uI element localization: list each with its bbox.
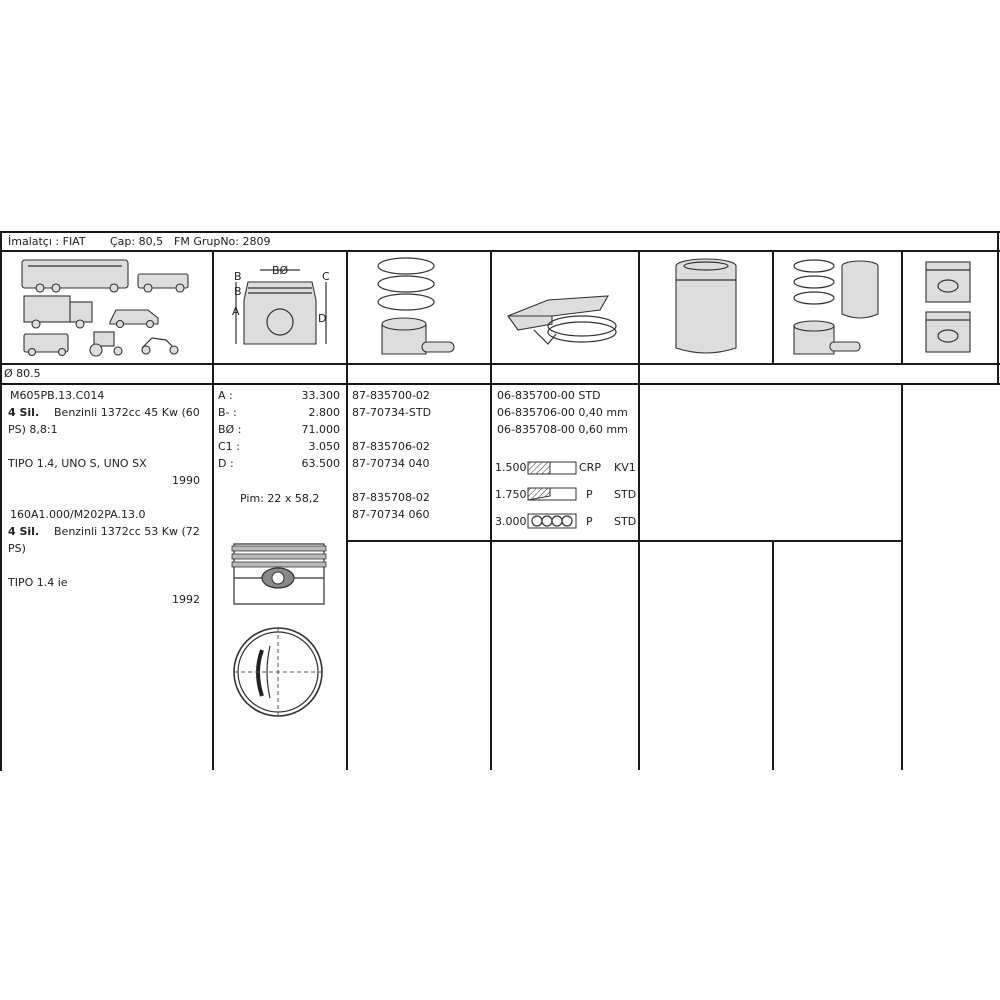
- engine-code: M605PB.13.C014: [10, 389, 105, 402]
- ring-width: 3.000: [495, 515, 527, 528]
- engine-description: Benzinli 1372cc 53 Kw (72: [54, 525, 200, 538]
- piston-part-3: 87-835706-02: [352, 440, 430, 453]
- piston-part-5: 87-835708-02: [352, 491, 430, 504]
- engine-kit-icon: [786, 256, 896, 360]
- col-divider-6: [901, 250, 903, 364]
- ring-width: 1.500: [495, 461, 527, 474]
- piston-rings-icon: [360, 254, 480, 360]
- dim-d-label: D :: [218, 457, 234, 470]
- piston-part-6: 87-70734 060: [352, 508, 430, 521]
- dim-b-label: B- :: [218, 406, 237, 419]
- dim-label-d: D: [318, 312, 327, 325]
- dim-c1-label: C1 :: [218, 440, 240, 453]
- table-right-border: [997, 231, 999, 384]
- col-divider-3: [490, 250, 492, 770]
- engine-code: 160A1.000/M202PA.13.0: [10, 508, 146, 521]
- piston-top-view-icon: [230, 624, 330, 720]
- col-divider-6b: [901, 383, 903, 770]
- dim-a-label: A :: [218, 389, 233, 402]
- col-divider-2: [346, 250, 348, 770]
- icons-bottom-border: [0, 363, 1000, 365]
- pin-size: Pim: 22 x 58,2: [240, 492, 320, 505]
- dim-bo-value: 71.000: [301, 423, 340, 436]
- dim-a-value: 33.300: [301, 389, 340, 402]
- col-divider-4: [638, 250, 640, 770]
- manufacturer-label: İmalatçı : FIAT: [8, 235, 86, 248]
- dim-d-value: 63.500: [301, 457, 340, 470]
- ring-set-std: 06-835700-00 STD: [497, 389, 601, 402]
- dim-bo-label: BØ :: [218, 423, 242, 436]
- bore-size-row: Ø 80.5: [4, 367, 41, 380]
- piston-part-4: 87-70734 040: [352, 457, 430, 470]
- ring-set-040: 06-835706-00 0,40 mm: [497, 406, 628, 419]
- dim-label-bo: BØ: [272, 264, 289, 277]
- ring-spec: STD: [614, 488, 637, 501]
- dim-c1-value: 3.050: [308, 440, 340, 453]
- engine-description-cont: PS): [8, 542, 26, 555]
- pistons-pair-icon: [918, 256, 978, 360]
- ring-type: P: [586, 488, 593, 501]
- ring-tool-icon: [504, 286, 628, 348]
- bore-label: Çap: 80,5: [110, 235, 164, 248]
- ring-spec: KV1: [614, 461, 636, 474]
- col-divider-1: [212, 250, 214, 770]
- ring-type: CRP: [579, 461, 601, 474]
- col-divider-5b: [772, 540, 774, 770]
- col-divider-5: [772, 250, 774, 364]
- cylinder-liner-icon: [664, 256, 748, 358]
- ring-spec: STD: [614, 515, 637, 528]
- ring-type: P: [586, 515, 593, 528]
- parts-row-bottom-border: [346, 540, 902, 542]
- dim-label-b1: B: [234, 270, 242, 283]
- cylinder-count: 4 Sil.: [8, 406, 40, 419]
- model-year: 1990: [172, 474, 200, 487]
- scraper-ring-icon: [527, 486, 577, 502]
- dim-b-value: 2.800: [308, 406, 340, 419]
- dim-label-c: C: [322, 270, 330, 283]
- vehicle-models: TIPO 1.4, UNO S, UNO SX: [8, 457, 147, 470]
- table-top-border: [0, 231, 1000, 233]
- piston-part-1: 87-835700-02: [352, 389, 430, 402]
- ring-set-060: 06-835708-00 0,60 mm: [497, 423, 628, 436]
- table-left-border: [0, 231, 2, 771]
- engine-description: Benzinli 1372cc 45 Kw (60: [54, 406, 200, 419]
- bore-row-bottom-border: [0, 383, 1000, 385]
- piston-side-view-icon: [226, 538, 336, 610]
- piston-part-2: 87-70734-STD: [352, 406, 432, 419]
- oil-ring-icon: [527, 512, 577, 530]
- header-bottom-border: [0, 250, 1000, 252]
- compression-ring-icon: [527, 460, 577, 476]
- ring-width: 1.750: [495, 488, 527, 501]
- cylinder-count: 4 Sil.: [8, 525, 40, 538]
- vehicles-icon: [18, 256, 208, 360]
- group-number-label: FM GrupNo: 2809: [174, 235, 271, 248]
- engine-description-cont: PS) 8,8:1: [8, 423, 58, 436]
- dim-label-b2: B: [234, 285, 242, 298]
- dim-label-a: A: [232, 305, 240, 318]
- vehicle-models: TIPO 1.4 ie: [8, 576, 68, 589]
- model-year: 1992: [172, 593, 200, 606]
